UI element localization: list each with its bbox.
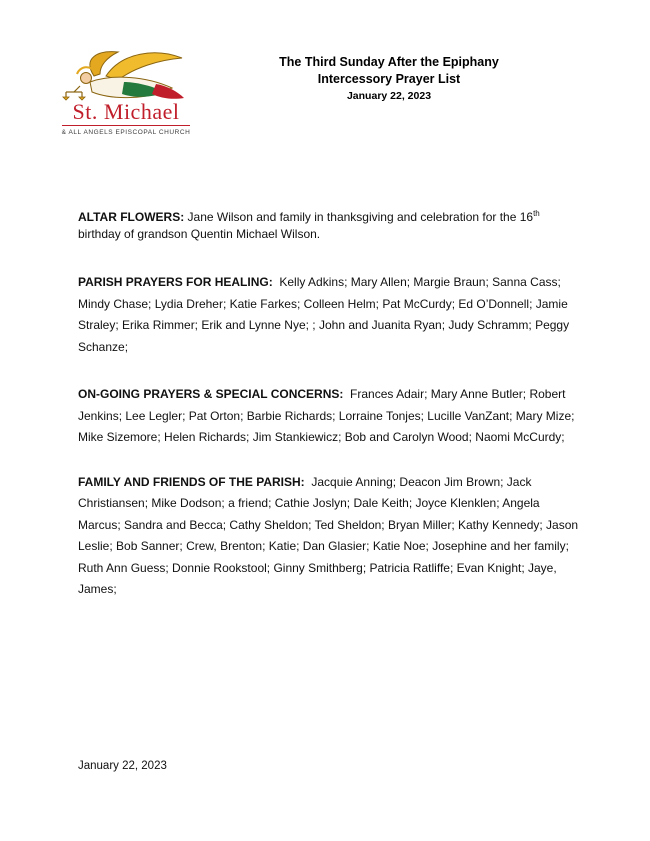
section-altar-flowers <box>78 209 583 243</box>
section-altar-flowers-label: ALTAR FLOWERS: <box>78 210 185 224</box>
section-family-friends-label: FAMILY AND FRIENDS OF THE PARISH: <box>78 474 305 489</box>
church-name: St. Michael <box>72 99 180 124</box>
document-header <box>228 54 550 104</box>
section-healing-prayers-label: PARISH PRAYERS FOR HEALING: <box>78 275 273 289</box>
section-altar-flowers-text: Jane Wilson and family in thanksgiving and celebration for the 16 <box>184 210 534 224</box>
header-title: The Third Sunday After the Epiphany <box>279 55 499 69</box>
church-logo <box>58 48 194 136</box>
church-subtitle: & ALL ANGELS EPISCOPAL CHURCH <box>61 129 191 136</box>
header-date: January 22, 2023 <box>346 90 432 102</box>
section-family-friends-text: Jacquie Anning; Deacon Jim Brown; Jack Christiansen; Mike Dodson; a friend; Cathie Joslyn; Dale Keith; Joyce Klenklen; Angela Marcus; Sandra and Becca; Cathy Sheldon; Ted Sheldon; Bryan Miller; Kathy Kennedy; Jason Leslie; Bob Sanner; Crew, Brenton; Katie; Dan Glasier; Katie Noe; Josephine and her family; Ruth Ann Guess; Donnie Rookstool; Ginny Smithberg; Patricia Ratliffe; Evan Knight; Jaye, James; <box>78 474 582 596</box>
header-subtitle: Intercessory Prayer List <box>317 72 461 86</box>
section-ongoing-concerns <box>78 384 583 449</box>
document-body <box>78 209 583 601</box>
section-ongoing-concerns-text: Frances Adair; Mary Anne Butler; Robert Jenkins; Lee Legler; Pat Orton; Barbie Richards; Lorraine Tonjes; Lucille VanZant; Mary Mize; Mike Sizemore; Helen Richards; Jim Stankiewicz; Bob and Carolyn Wood; Naomi McCurdy; <box>78 387 578 444</box>
ordinal-superscript: th <box>533 209 540 218</box>
angel-with-scales-icon <box>60 48 192 104</box>
section-family-friends <box>78 472 583 601</box>
section-altar-flowers-text-after: birthday of grandson Quentin Michael Wilson. <box>78 210 544 241</box>
section-healing-prayers <box>78 272 583 358</box>
logo-divider <box>62 125 190 126</box>
footer-date: January 22, 2023 <box>78 760 167 772</box>
section-healing-prayers-text: Kelly Adkins; Mary Allen; Margie Braun; Sanna Cass; Mindy Chase; Lydia Dreher; Katie Farkes; Colleen Helm; Pat McCurdy; Ed O’Donnell; Jamie Straley; Erika Rimmer; Erik and Lynne Nye; ; John and Juanita Ryan; Judy Schramm; Peggy Schanze; <box>78 275 573 354</box>
section-ongoing-concerns-label: ON-GOING PRAYERS & SPECIAL CONCERNS: <box>78 387 344 401</box>
